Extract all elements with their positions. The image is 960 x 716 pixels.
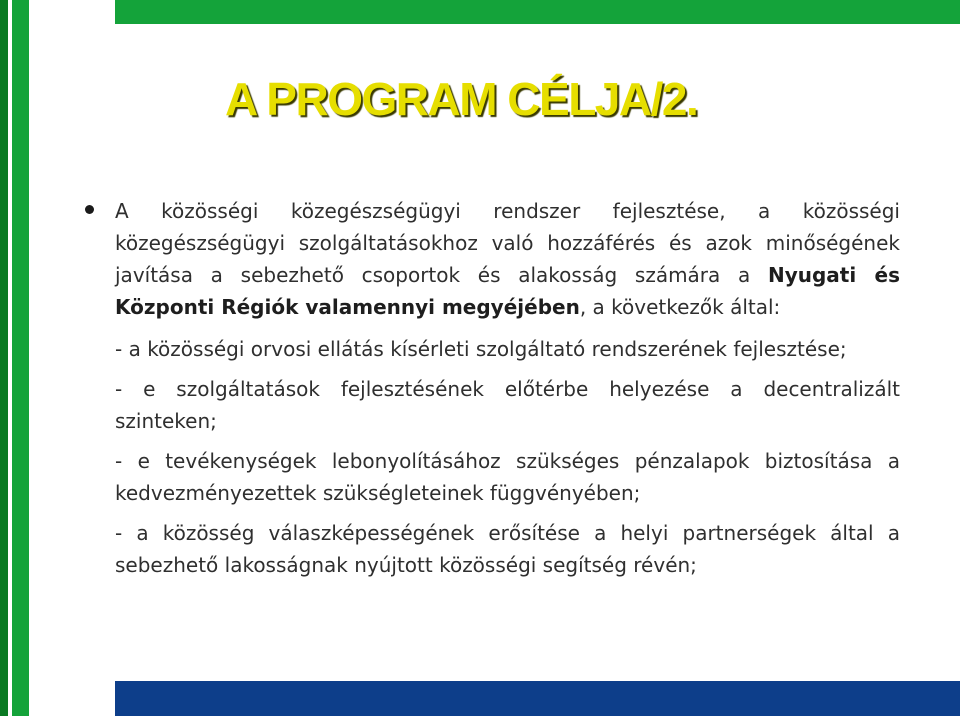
main-bullet-text-before: A közösségi közegészségügyi rendszer fejlesztése, a közösségi közegészségügyi szolgáltatásokhoz való hozzáférés és azok minőségének javítása a sebezhető csoportok és alakosság számára a: [115, 199, 900, 287]
left-accent-bar-dark: [0, 0, 8, 716]
sub-item: - a közösség válaszképességének erősítése a helyi partnerségek által a sebezhető lakosságnak nyújtott közösségi segítség révén;: [115, 521, 900, 577]
top-accent-bar: [115, 0, 960, 24]
slide-body: [115, 195, 900, 581]
bullet-dot-icon: [85, 205, 94, 214]
bottom-footer-bar: [115, 681, 960, 716]
sub-item: - e tevékenységek lebonyolításához szükséges pénzalapok biztosítása a kedvezményezettek szükségleteinek függvényében;: [115, 449, 900, 505]
main-bullet-text-after: , a következők által:: [579, 295, 781, 319]
left-accent-bar-light: [12, 0, 29, 716]
main-bullet-bold-text: Nyugati és Központi Régiók valamennyi megyéjében: [115, 263, 900, 319]
sub-item: - e szolgáltatások fejlesztésének előtérbe helyezése a decentralizált szinteken;: [115, 377, 900, 433]
sub-item: - a közösségi orvosi ellátás kísérleti szolgáltató rendszerének fejlesztése;: [115, 337, 847, 361]
slide-title: A PROGRAM CÉLJA/2.: [225, 73, 698, 125]
main-bullet: [115, 195, 900, 323]
